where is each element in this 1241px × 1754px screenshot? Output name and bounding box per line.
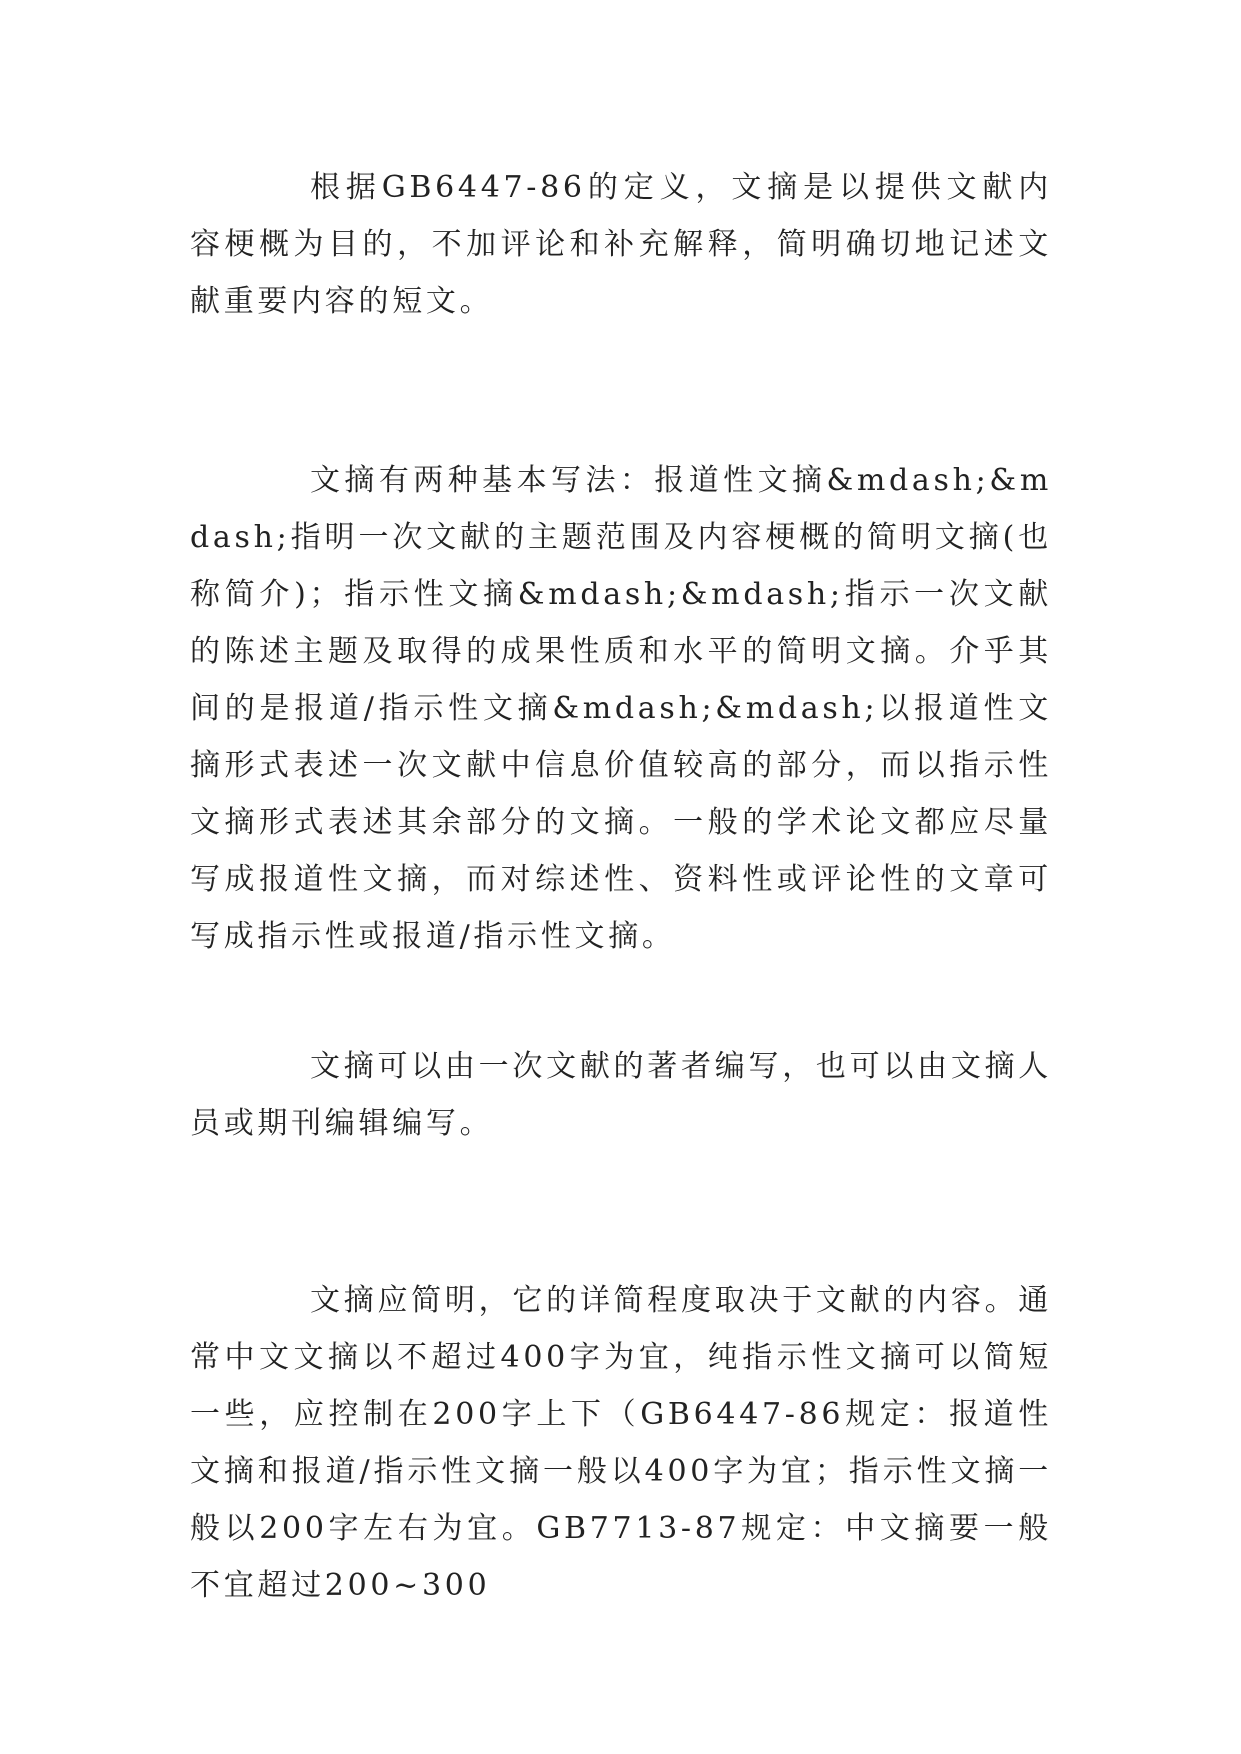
paragraph-length: 文摘应简明，它的详简程度取决于文献的内容。通常中文文摘以不超过400字为宜，纯指示性文摘可以简短一些，应控制在200字上下（GB6447-86规定：报道性文摘和报道/指示性文摘一般以400字为宜；指示性文摘一般以200字左右为宜。GB7713-87规定：中文摘要一般不宜超过200~300 [190, 1283, 1052, 1603]
paragraph-authors: 文摘可以由一次文献的著者编写，也可以由文摘人员或期刊编辑编写。 [190, 1049, 1052, 1141]
paragraph-writing-types: 文摘有两种基本写法：报道性文摘&mdash;&mdash;指明一次文献的主题范围及内容梗概的简明文摘(也称简介)；指示性文摘&mdash;&mdash;指示一次文献的陈述主题及取得的成果性质和水平的简明文摘。介乎其间的是报道/指示性文摘&mdash;&mdash;以报道性文摘形式表述一次文献中信息价值较高的部分，而以指示性文摘形式表述其余部分的文摘。一般的学术论文都应尽量写成报道性文摘，而对综述性、资料性或评论性的文章可写成指示性或报道/指示性文摘。 [190, 463, 1052, 954]
paragraph-definition: 根据GB6447-86的定义，文摘是以提供文献内容梗概为目的，不加评论和补充解释，简明确切地记述文献重要内容的短文。 [190, 170, 1052, 319]
